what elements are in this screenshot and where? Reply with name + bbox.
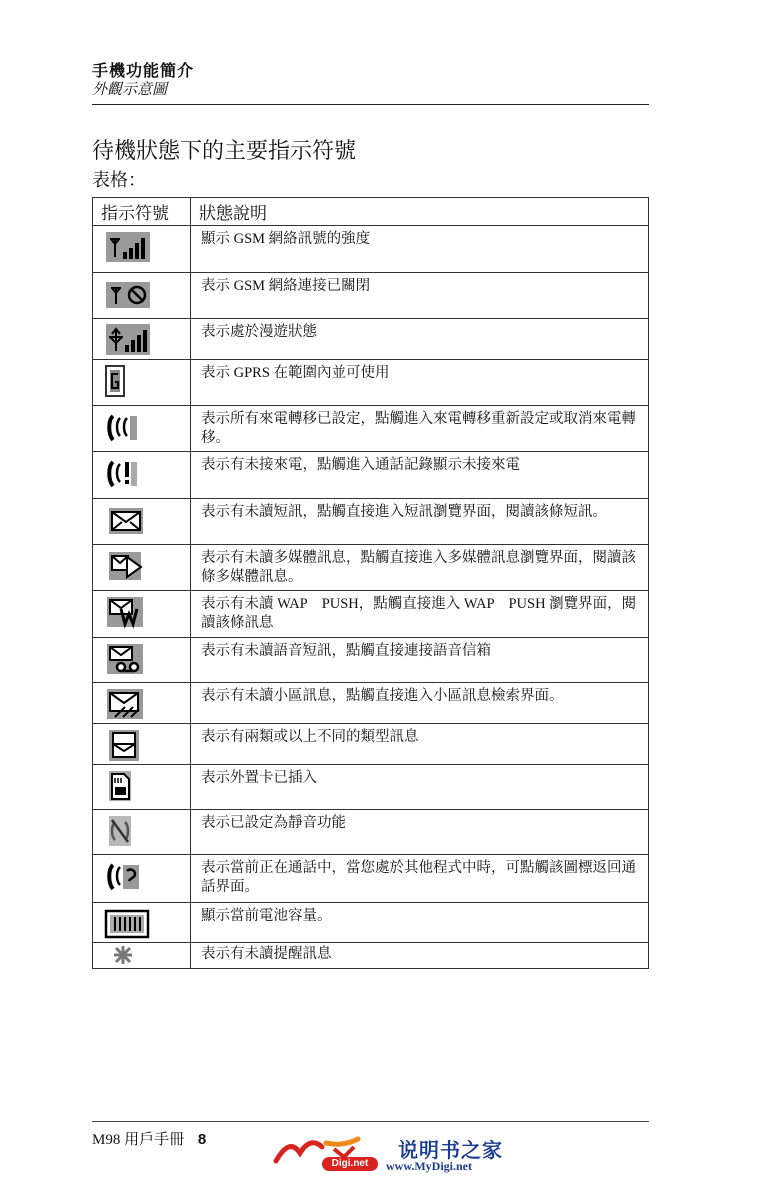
table-row xyxy=(93,855,649,903)
table-row xyxy=(93,545,649,591)
table-row xyxy=(93,638,649,683)
active-call-icon xyxy=(103,859,153,893)
row-description: 表示有未讀 WAP PUSH，點觸直接進入 WAP PUSH 瀏覽界面，閱讀該條訊息 xyxy=(191,591,649,638)
row-description: 表示 GSM 網絡連接已關閉 xyxy=(191,273,649,319)
table-row xyxy=(93,406,649,452)
row-description: 表示處於漫遊狀態 xyxy=(191,319,649,360)
missed-call-icon xyxy=(103,456,153,490)
cell-broadcast-icon xyxy=(103,687,153,721)
table-row xyxy=(93,273,649,319)
row-description: 表示有未讀提醒訊息 xyxy=(191,943,649,969)
manual-title: M98 用戶手冊 xyxy=(92,1132,185,1148)
table-row xyxy=(93,765,649,810)
unread-mms-icon xyxy=(103,549,153,583)
row-description: 表示有未讀多媒體訊息，點觸直接進入多媒體訊息瀏覽界面，閱讀該條多媒體訊息。 xyxy=(191,545,649,591)
row-description: 表示有未讀短訊，點觸直接進入短訊瀏覽界面，閱讀該條短訊。 xyxy=(191,499,649,545)
header-divider xyxy=(92,104,649,105)
row-description: 表示當前正在通話中，當您處於其他程式中時，可點觸該圖標返回通話界面。 xyxy=(191,855,649,903)
silent-mode-icon xyxy=(103,814,153,848)
table-row xyxy=(93,591,649,638)
row-description: 表示所有來電轉移已設定，點觸進入來電轉移重新設定或取消來電轉移。 xyxy=(191,406,649,452)
watermark-url: www.MyDigi.net xyxy=(386,1159,472,1173)
row-description: 表示外置卡已插入 xyxy=(191,765,649,810)
table-row xyxy=(93,903,649,943)
row-description: 表示有未讀語音短訊，點觸直接連接語音信箱 xyxy=(191,638,649,683)
table-row xyxy=(93,226,649,273)
signal-strength-icon xyxy=(103,230,153,264)
subsection-title: 外觀示意圖 xyxy=(92,80,168,98)
watermark-digi-badge: Digi.net xyxy=(322,1157,378,1171)
table-caption: 表格： xyxy=(92,170,146,191)
row-description: 顯示當前電池容量。 xyxy=(191,903,649,943)
table-header-row xyxy=(93,198,649,226)
page-heading: 待機狀態下的主要指示符號 xyxy=(92,139,357,164)
table-row xyxy=(93,360,649,406)
footer-divider xyxy=(92,1121,649,1122)
row-description: 表示有未接來電，點觸進入通話記錄顯示未接來電 xyxy=(191,452,649,499)
roaming-icon xyxy=(103,323,153,357)
table-row xyxy=(93,499,649,545)
table-row xyxy=(93,319,649,360)
col-header-symbol: 指示符號 xyxy=(93,198,191,226)
table-row xyxy=(93,724,649,765)
voicemail-icon xyxy=(103,642,153,676)
table-row xyxy=(93,943,649,969)
wap-push-icon xyxy=(103,595,153,629)
unread-sms-icon xyxy=(103,503,153,537)
footer xyxy=(92,1128,206,1149)
call-forward-icon xyxy=(103,410,153,444)
row-description: 顯示 GSM 網絡訊號的強度 xyxy=(191,226,649,273)
indicator-table xyxy=(92,197,649,969)
table-row xyxy=(93,452,649,499)
row-description: 表示有兩類或以上不同的類型訊息 xyxy=(191,724,649,765)
table-row xyxy=(93,810,649,855)
battery-icon xyxy=(103,907,153,941)
gprs-icon xyxy=(103,364,153,398)
table-row xyxy=(93,683,649,724)
row-description: 表示 GPRS 在範圍內並可使用 xyxy=(191,360,649,406)
col-header-description: 狀態說明 xyxy=(191,198,649,226)
row-description: 表示已設定為靜音功能 xyxy=(191,810,649,855)
reminder-icon xyxy=(103,944,153,966)
page-number: 8 xyxy=(197,1131,207,1148)
network-off-icon xyxy=(103,277,153,311)
watermark-brand-cn: 说明书之家 xyxy=(398,1138,503,1162)
memory-card-icon xyxy=(103,769,153,803)
section-title: 手機功能簡介 xyxy=(92,61,195,80)
multi-message-icon xyxy=(103,728,153,762)
row-description: 表示有未讀小區訊息，點觸直接進入小區訊息檢索界面。 xyxy=(191,683,649,724)
